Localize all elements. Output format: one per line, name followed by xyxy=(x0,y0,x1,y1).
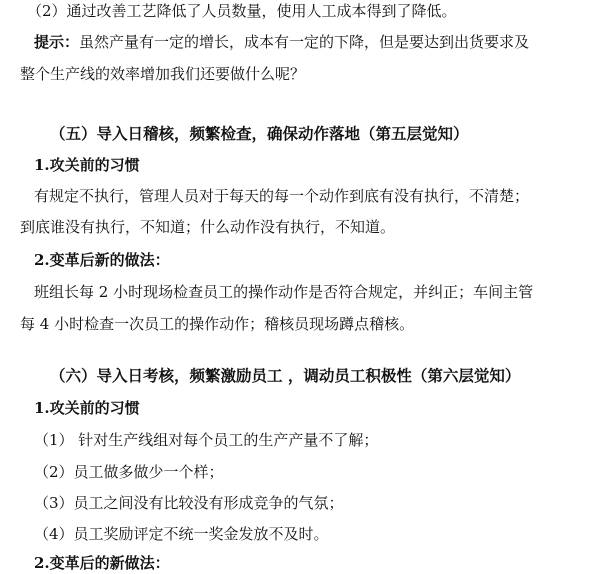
tip-label: 提示： xyxy=(34,33,80,51)
section-6-heading: （六）导入日考核，频繁激励员工 ，调动员工积极性（第六层觉知） xyxy=(50,366,521,385)
section-5-before-heading: 1.攻关前的习惯 xyxy=(34,156,140,174)
section-6-after-heading: 2.变革后的新做法： xyxy=(34,554,170,572)
intro-point-2: （2）通过改善工艺降低了人员数量，使用人工成本得到了降低。 xyxy=(27,2,457,20)
tip-text-1: 虽然产量有一定的增长，成本有一定的下降，但是要达到出货要求及 xyxy=(79,33,530,51)
section-6-item-3: （3）员工之间没有比较没有形成竞争的气氛； xyxy=(34,494,344,512)
section-6-item-4: （4）员工奖励评定不统一奖金发放不及时。 xyxy=(34,525,329,543)
section-5-before-line-1: 有规定不执行，管理人员对于每天的每一个动作到底有没有执行，不清楚； xyxy=(34,187,530,205)
section-5-after-line-1: 班组长每 2 小时现场检查员工的操作动作是否符合规定，并纠正；车间主管 xyxy=(34,283,534,301)
section-5-before-line-2: 到底谁没有执行，不知道；什么动作没有执行，不知道。 xyxy=(20,218,396,236)
section-6-before-heading: 1.攻关前的习惯 xyxy=(34,399,140,417)
section-5-after-line-2: 每 4 小时检查一次员工的操作动作；稽核员现场蹲点稽核。 xyxy=(20,315,415,333)
section-6-item-1: （1） 针对生产线组对每个员工的生产产量不了解； xyxy=(34,431,379,449)
tip-paragraph-line-1 xyxy=(34,32,529,52)
section-6-item-2: （2）员工做多做少一个样； xyxy=(34,463,224,481)
tip-paragraph-line-2: 整个生产线的效率增加我们还要做什么呢？ xyxy=(20,65,306,83)
section-5-heading: （五）导入日稽核，频繁检查，确保动作落地（第五层觉知） xyxy=(50,124,469,143)
section-5-after-heading: 2.变革后新的做法： xyxy=(34,251,170,269)
